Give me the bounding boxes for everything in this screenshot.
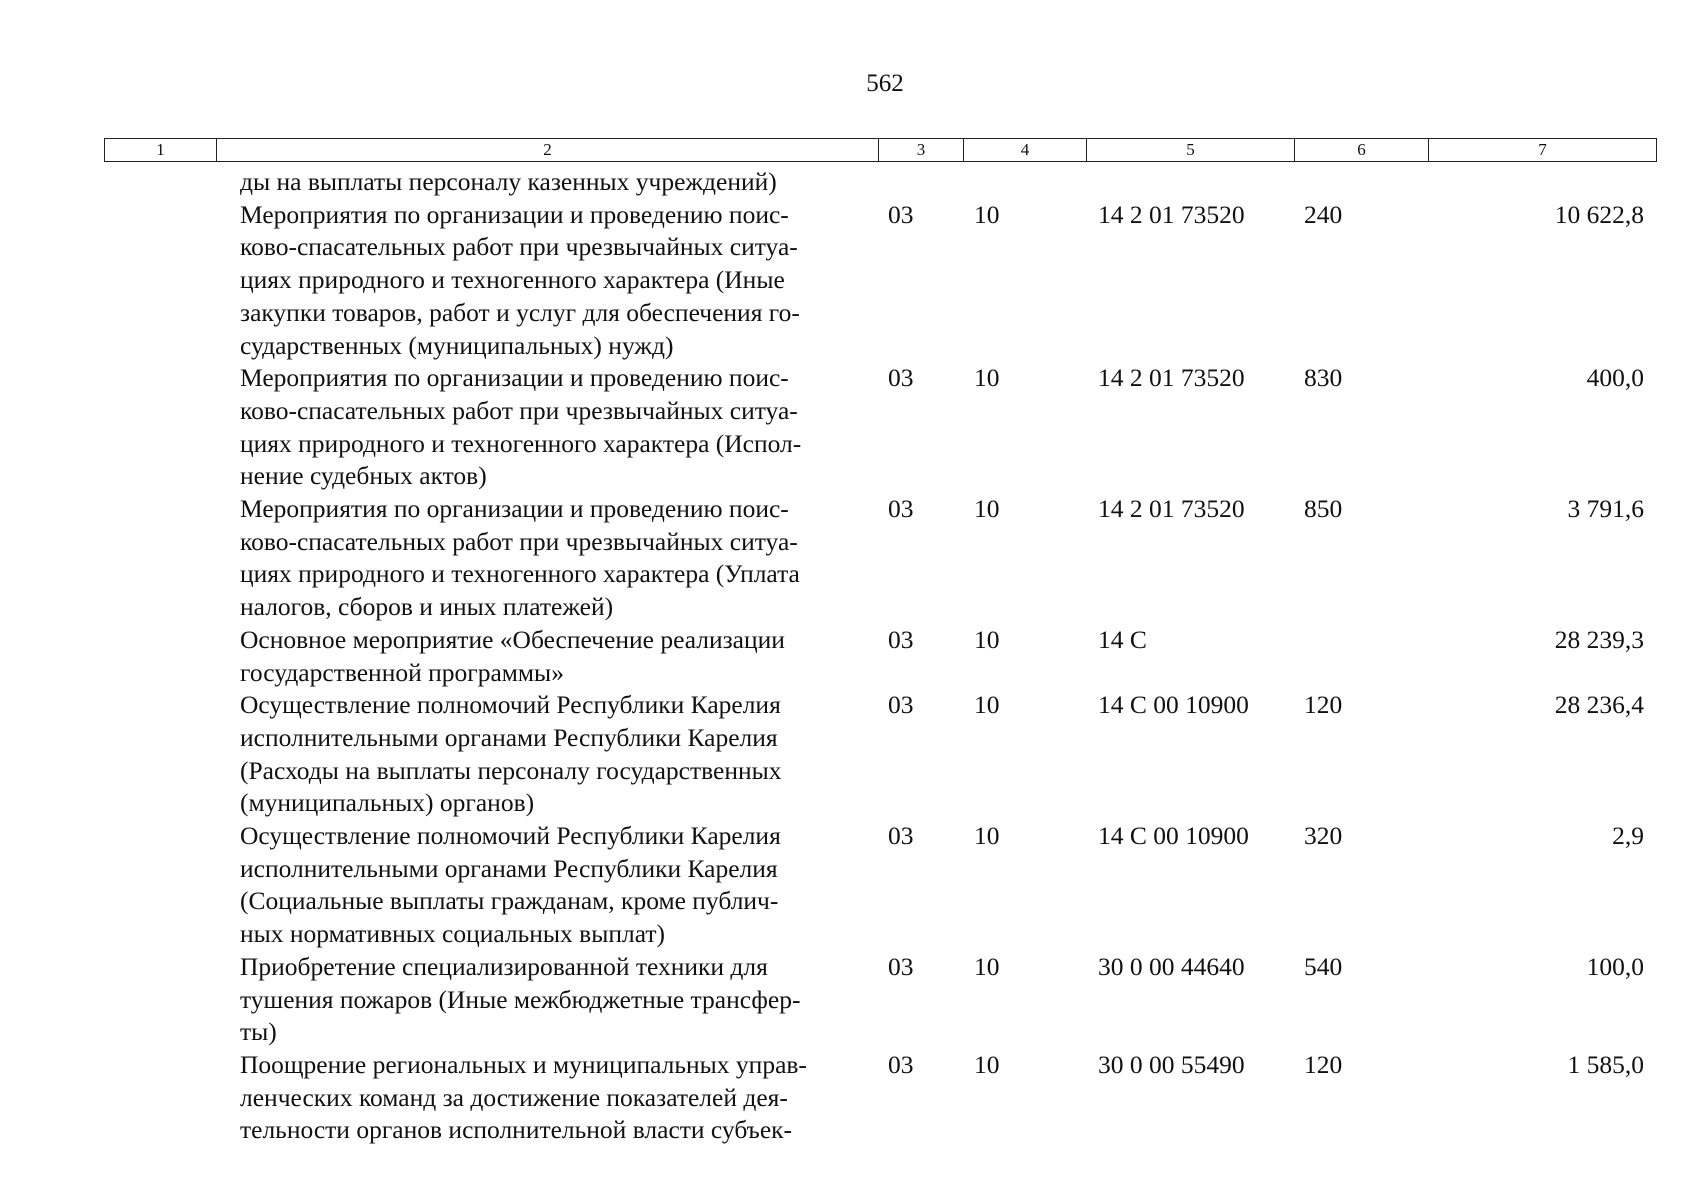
row-name-cell: Мероприятия по организации и проведению поис- ково-спасательных работ при чрезвычайных ситуа- циях природного и техногенного характера (Уплата налогов, сборов и иных платежей) — [240, 494, 800, 622]
row-code-cell — [104, 362, 216, 493]
table-row — [104, 199, 1656, 363]
row-target-article-cell: 14 С 00 10900 — [1098, 690, 1249, 720]
row-amount-cell: 28 236,4 — [1554, 690, 1644, 720]
column-header-2: 2 — [217, 139, 879, 162]
column-number-row — [105, 139, 1657, 162]
row-amount-cell: 28 239,3 — [1554, 624, 1644, 654]
column-header-6: 6 — [1295, 139, 1429, 162]
row-target-article-cell: 14 С 00 10900 — [1098, 821, 1249, 851]
row-section-cell: 03 — [888, 624, 914, 654]
row-code-cell — [104, 166, 216, 199]
row-expense-type-cell — [1294, 624, 1428, 689]
row-expense-type-cell: 320 — [1304, 821, 1343, 851]
row-subsection-cell: 10 — [974, 363, 1000, 393]
row-expense-type-cell — [1294, 166, 1428, 199]
column-header-1: 1 — [105, 139, 217, 162]
row-expense-type-cell: 830 — [1304, 363, 1343, 393]
row-section-cell: 03 — [888, 363, 914, 393]
row-section-cell — [878, 166, 963, 199]
row-subsection-cell: 10 — [974, 821, 1000, 851]
column-header-5: 5 — [1087, 139, 1295, 162]
table-row — [104, 362, 1656, 493]
row-subsection-cell: 10 — [974, 494, 1000, 524]
row-target-article-cell: 14 2 01 73520 — [1098, 494, 1245, 524]
row-amount-cell: 2,9 — [1612, 821, 1644, 851]
row-target-article-cell: 30 0 00 55490 — [1098, 1049, 1245, 1079]
column-header-table — [104, 138, 1657, 162]
row-section-cell: 03 — [888, 494, 914, 524]
table-row — [104, 951, 1656, 1049]
table-row — [104, 1049, 1656, 1147]
row-section-cell: 03 — [888, 1049, 914, 1079]
row-subsection-cell: 10 — [974, 199, 1000, 229]
row-amount-cell: 3 791,6 — [1567, 494, 1644, 524]
row-subsection-cell: 10 — [974, 1049, 1000, 1079]
column-header-4: 4 — [964, 139, 1087, 162]
table-row — [104, 493, 1656, 624]
row-subsection-cell: 10 — [974, 690, 1000, 720]
row-expense-type-cell: 850 — [1304, 494, 1343, 524]
row-code-cell — [104, 951, 216, 1049]
row-expense-type-cell: 240 — [1304, 199, 1343, 229]
column-header-7: 7 — [1429, 139, 1657, 162]
row-code-cell — [104, 1049, 216, 1147]
table-row — [104, 624, 1656, 689]
row-code-cell — [104, 493, 216, 624]
row-expense-type-cell: 540 — [1304, 951, 1343, 981]
table-row — [104, 689, 1656, 820]
row-name-cell: Приобретение специализированной техники для тушения пожаров (Иные межбюджетные трансфер- ты) — [240, 951, 801, 1047]
row-amount-cell: 1 585,0 — [1567, 1049, 1644, 1079]
column-header-3: 3 — [879, 139, 964, 162]
row-amount-cell: 10 622,8 — [1554, 199, 1644, 229]
row-section-cell: 03 — [888, 690, 914, 720]
row-amount-cell — [1428, 166, 1656, 199]
row-target-article-cell: 14 С — [1098, 624, 1147, 654]
row-target-article-cell: 14 2 01 73520 — [1098, 363, 1245, 393]
row-target-article-cell: 14 2 01 73520 — [1098, 199, 1245, 229]
row-name-cell: Мероприятия по организации и проведению поис- ково-спасательных работ при чрезвычайных ситуа- циях природного и техногенного характера (Иные закупки товаров, работ и услуг для обеспечения го- сударственных (муниципальных) нужд) — [240, 199, 800, 360]
row-name-cell: Основное мероприятие «Обеспечение реализации государственной программы» — [240, 624, 785, 687]
row-expense-type-cell: 120 — [1304, 1049, 1343, 1079]
row-code-cell — [104, 689, 216, 820]
row-subsection-cell: 10 — [974, 951, 1000, 981]
budget-table — [104, 166, 1656, 1147]
row-name-cell: Осуществление полномочий Республики Карелия исполнительными органами Республики Карелия (Расходы на выплаты персоналу государственных (муниципальных) органов) — [240, 690, 782, 818]
row-section-cell: 03 — [888, 951, 914, 981]
row-name-cell: Осуществление полномочий Республики Карелия исполнительными органами Республики Карелия (Социальные выплаты гражданам, кроме публич- ных нормативных социальных выплат) — [240, 821, 781, 949]
page-number: 562 — [866, 70, 904, 97]
row-amount-cell: 100,0 — [1586, 951, 1644, 981]
row-section-cell: 03 — [888, 821, 914, 851]
row-subsection-cell — [963, 166, 1086, 199]
row-section-cell: 03 — [888, 199, 914, 229]
table-row — [104, 820, 1656, 951]
row-target-article-cell: 30 0 00 44640 — [1098, 951, 1245, 981]
row-name-cell: Мероприятия по организации и проведению поис- ково-спасательных работ при чрезвычайных ситуа- циях природного и техногенного характера (Испол- нение судебных актов) — [240, 363, 802, 491]
row-target-article-cell — [1086, 166, 1294, 199]
row-subsection-cell: 10 — [974, 624, 1000, 654]
row-code-cell — [104, 199, 216, 363]
row-code-cell — [104, 624, 216, 689]
row-name-cell: Поощрение региональных и муниципальных управ- ленческих команд за достижение показателей дея- тельности органов исполнительной власти субъек- — [240, 1049, 807, 1145]
row-code-cell — [104, 820, 216, 951]
row-expense-type-cell: 120 — [1304, 690, 1343, 720]
row-name-cell: ды на выплаты персоналу казенных учреждений) — [240, 167, 777, 196]
row-amount-cell: 400,0 — [1586, 363, 1644, 393]
table-row — [104, 166, 1656, 199]
